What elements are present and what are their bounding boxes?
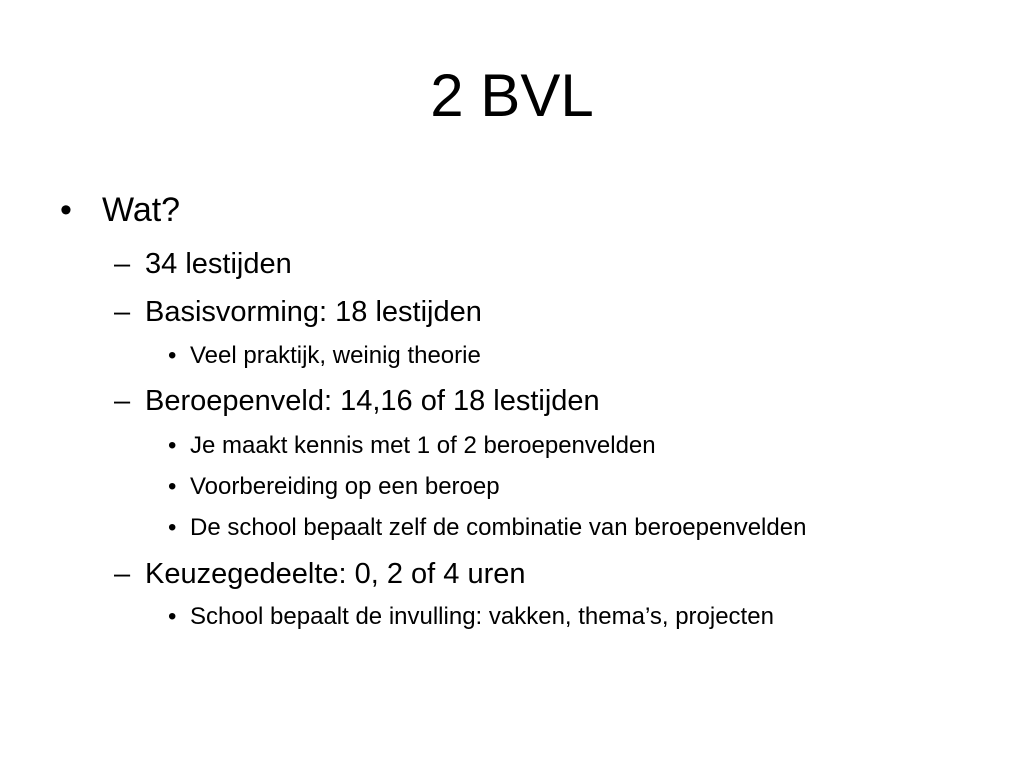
bullet-text: De school bepaalt zelf de combinatie van beroepenvelden [190, 514, 807, 541]
bullet-text: 34 lestijden [145, 248, 292, 280]
bullet-dot-icon: • [168, 342, 177, 369]
bullet-text: Wat? [102, 191, 181, 229]
bullet-text: Veel praktijk, weinig theorie [190, 342, 481, 369]
bullet-dash-icon: – [114, 558, 131, 590]
bullet-dash-icon: – [114, 296, 131, 328]
bullet-text: Keuzegedeelte: 0, 2 of 4 uren [145, 558, 526, 590]
bullet-dash-icon: – [114, 248, 131, 280]
slide-title: 2 BVL [430, 62, 594, 129]
bullet-dash-icon: – [114, 385, 131, 417]
bullet-text: School bepaalt de invulling: vakken, thema’s, projecten [190, 603, 774, 630]
bullet-dot-icon: • [60, 191, 72, 229]
bullet-dot-icon: • [168, 473, 177, 500]
bullet-dot-icon: • [168, 603, 177, 630]
bullet-text: Beroepenveld: 14,16 of 18 lestijden [145, 385, 600, 417]
bullet-text: Je maakt kennis met 1 of 2 beroepenvelden [190, 432, 656, 459]
bullet-dot-icon: • [168, 514, 177, 541]
bullet-text: Basisvorming: 18 lestijden [145, 296, 482, 328]
bullet-text: Voorbereiding op een beroep [190, 473, 500, 500]
bullet-dot-icon: • [168, 432, 177, 459]
